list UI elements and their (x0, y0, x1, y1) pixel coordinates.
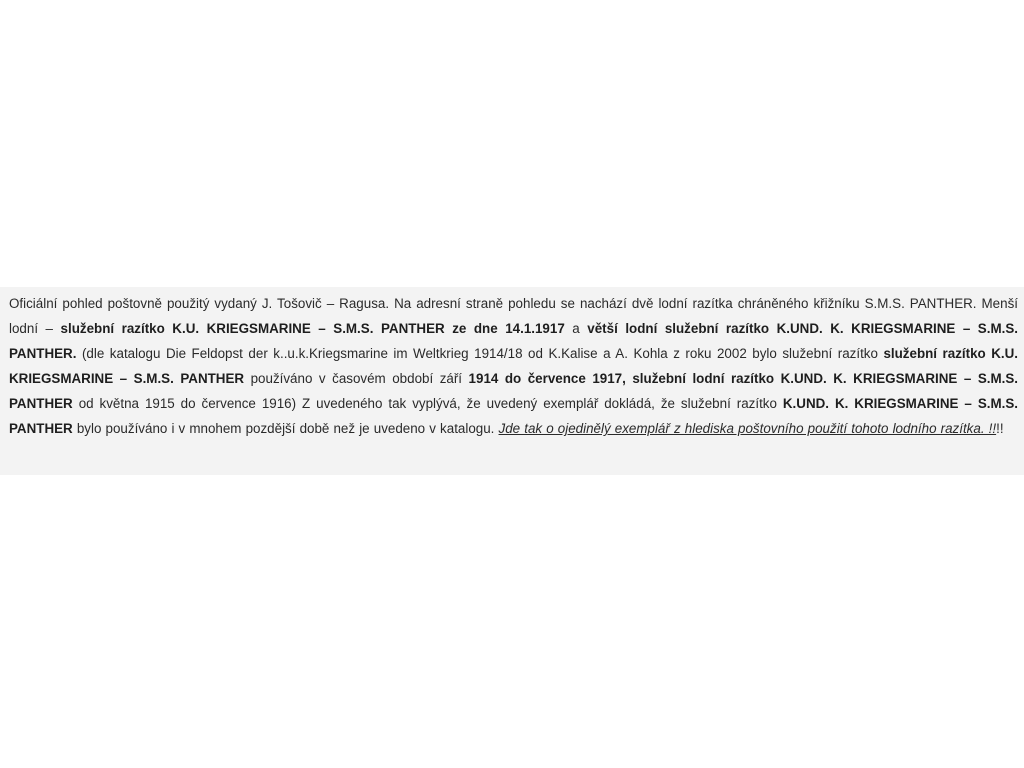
text-segment: (dle katalogu Die Feldopst der k..u.k.Kriegsmarine im Weltkrieg 1914/18 od K.Kalise a A. Kohla z roku 2002 bylo služební razítko (76, 346, 884, 361)
bold-stamp-name: větší lodní služební razítko K.UND. K. KRIEGSMARINE – S.M.S. PANTHER. (9, 321, 1018, 361)
description-paragraph (9, 291, 1018, 441)
bold-stamp-name: služební razítko K.U. KRIEGSMARINE – S.M.S. PANTHER (9, 346, 1018, 386)
emphasized-conclusion: Jde tak o ojedinělý exemplář z hlediska poštovního použití tohoto lodního razítka. !! (498, 421, 997, 436)
text-segment: bylo používáno i v mnohem pozdější době než je uvedeno v katalogu. (72, 421, 499, 436)
text-segment: Oficiální pohled poštovně použitý vydaný J. Tošovič – Ragusa. Na adresní straně pohledu se nachází dvě lodní razítka chráněného křižníku S.M.S. PANTHER. Menší lodní – (9, 296, 1018, 336)
text-band (0, 287, 1024, 475)
text-segment: a (564, 321, 588, 336)
text-segment: používáno v časovém období září (244, 371, 469, 386)
text-segment: !! (996, 421, 1004, 436)
text-segment: od května 1915 do července 1916) Z uvedeného tak vyplývá, že uvedený exemplář dokládá, že služební razítko (72, 396, 783, 411)
bold-stamp-name: K.UND. K. KRIEGSMARINE – S.M.S. PANTHER (9, 396, 1019, 436)
bold-period-and-stamp: 1914 do července 1917, služební lodní razítko K.UND. K. KRIEGSMARINE – S.M.S. PANTHER (9, 371, 1018, 411)
bold-stamp-name: služební razítko K.U. KRIEGSMARINE – S.M.S. PANTHER ze dne 14.1.1917 (60, 321, 565, 336)
